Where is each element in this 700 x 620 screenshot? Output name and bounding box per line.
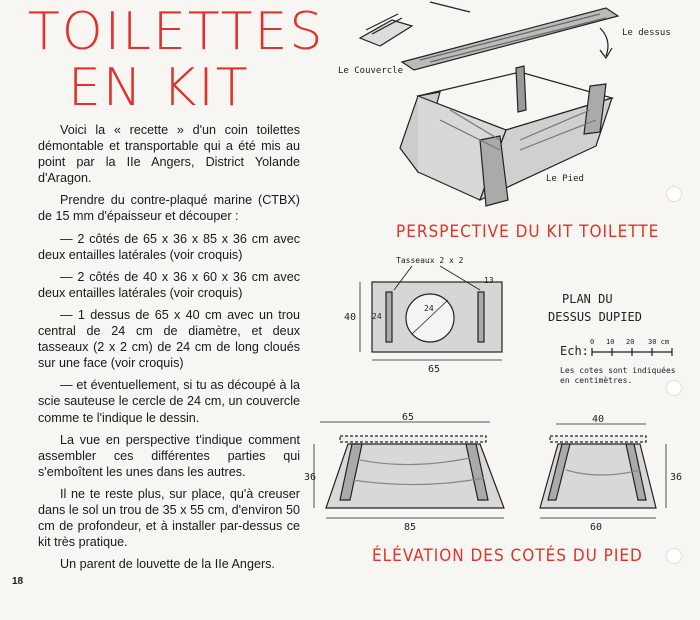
binder-hole-bottom	[666, 548, 682, 564]
tasseaux-label: Tasseaux 2 x 2	[396, 256, 464, 265]
title-line-1: TOILETTES	[28, 2, 325, 62]
paragraph-lid: — et éventuellement, si tu as découpé à la scie sauteuse le cercle de 24 cm, un couvercle comme te l'indique le dessin.	[38, 378, 300, 425]
paragraph-assembly: La vue en perspective t'indique comment assembler ces différentes parties qui s'emboîtent les unes dans les autres.	[38, 432, 300, 479]
page-number: 18	[12, 576, 24, 587]
dim-plan-diameter: 24	[424, 304, 434, 313]
dim-plan-tasseau: 24	[372, 312, 382, 321]
dim-plan-width: 65	[428, 364, 441, 375]
elevation-caption: ÉLÉVATION DES COTÉS DU PIED	[372, 546, 643, 566]
dim-elev1-top: 65	[402, 412, 415, 423]
plan-title-1: PLAN DU	[562, 292, 613, 306]
units-note-1: Les cotes sont indiquées	[560, 366, 676, 375]
paragraph-material: Prendre du contre-plaqué marine (CTBX) de 15 mm d'épaisseur et découper :	[38, 193, 300, 224]
base-perspective-drawing	[400, 66, 612, 206]
elevation-large-drawing	[314, 422, 504, 518]
dim-elev2-height: 36	[670, 472, 683, 483]
scale-bar	[592, 348, 672, 356]
top-board-drawing	[402, 2, 618, 70]
scale-tick-0: 0	[590, 338, 595, 346]
lid-drawing	[360, 14, 412, 46]
scale-tick-20: 20	[626, 338, 635, 346]
dim-plan-height: 40	[344, 312, 357, 323]
binder-hole-top	[666, 186, 682, 202]
dim-elev2-top: 40	[592, 414, 605, 425]
paragraph-intro: Voici la « recette » d'un coin toilettes démontable et transportable qui a été mis au point par la IIe Angers, District Yolande d'Aragon.	[38, 123, 300, 186]
paragraph-sides-large: — 2 côtés de 65 x 36 x 85 x 36 cm avec deux entailles latérales (voir croquis)	[38, 231, 300, 262]
elevation-small-drawing	[540, 424, 666, 518]
scale-tick-30: 30 cm	[648, 338, 670, 346]
title-line-2: EN KIT	[68, 58, 250, 118]
dim-elev1-bottom: 85	[404, 522, 417, 533]
scale-label: Ech:	[560, 344, 589, 358]
paragraph-sides-small: — 2 côtés de 40 x 36 x 60 x 36 cm avec deux entailles latérales (voir croquis)	[38, 269, 300, 300]
lid-label: Le Couvercle	[338, 66, 404, 76]
paragraph-top: — 1 dessus de 65 x 40 cm avec un trou central de 24 cm de diamètre, et deux tasseaux (2 x 2 cm) de 24 cm de long cloués sur une face (voir croquis)	[38, 307, 300, 371]
arrow-icon	[600, 28, 612, 58]
dim-plan-small: 13	[484, 276, 494, 285]
paragraph-install: Il ne te reste plus, sur place, qu'à creuser dans le sol un trou de 35 x 55 cm, d'environ 50 cm de profondeur, et à installer par-dessus ce kit très pratique.	[38, 486, 300, 550]
perspective-caption: PERSPECTIVE DU KIT TOILETTE	[396, 222, 660, 242]
top-label: Le dessus	[622, 28, 671, 38]
scale-tick-10: 10	[606, 338, 615, 346]
paragraph-signature: Un parent de louvette de la IIe Angers.	[60, 557, 275, 572]
binder-hole-middle	[666, 380, 682, 396]
dim-elev2-bottom: 60	[590, 522, 603, 533]
plan-title-2: DESSUS DUPIED	[548, 310, 642, 324]
dim-elev1-height: 36	[304, 472, 317, 483]
base-label: Le Pied	[546, 174, 584, 184]
units-note-2: en centimètres.	[560, 376, 633, 385]
